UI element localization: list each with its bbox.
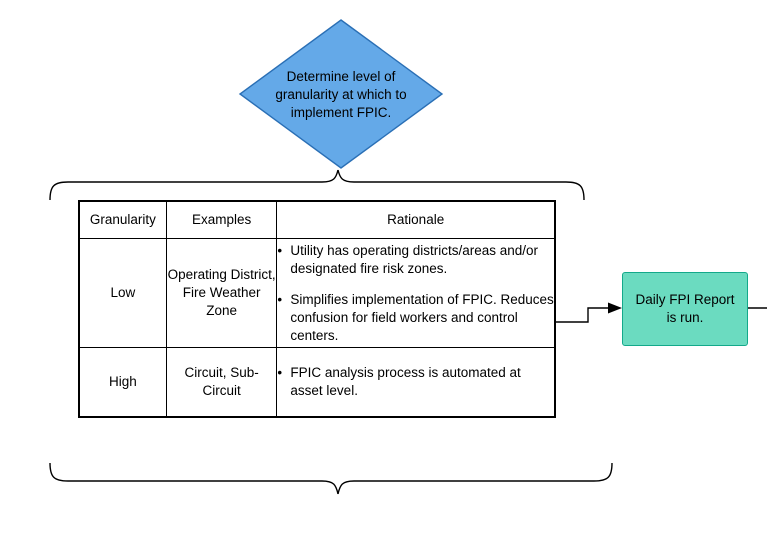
cell-granularity-high: High: [80, 348, 167, 417]
header-granularity: Granularity: [80, 202, 167, 239]
header-rationale: Rationale: [277, 202, 555, 239]
rationale-bullet: • FPIC analysis process is automated at asset level.: [277, 364, 554, 400]
diamond-to-table-brace: [50, 170, 584, 200]
cell-rationale-high: [277, 348, 555, 417]
header-examples: Examples: [166, 202, 277, 239]
granularity-table: [78, 200, 556, 418]
table-row: [80, 348, 555, 417]
table-row: [80, 239, 555, 348]
rationale-bullet: • Simplifies implementation of FPIC. Reduces confusion for field workers and control centers.: [277, 291, 554, 345]
table-header-row: [80, 202, 555, 239]
rationale-bullet: • Utility has operating districts/areas and/or designated fire risk zones.: [277, 242, 554, 278]
cell-rationale-low: [277, 239, 555, 348]
cell-granularity-low: Low: [80, 239, 167, 348]
process-node-daily-fpi-report[interactable]: [622, 272, 748, 346]
decision-label: Determine level of granularity at which to implement FPIC.: [275, 69, 407, 120]
table-to-process-arrow: [554, 303, 622, 323]
cell-examples-high: Circuit, Sub-Circuit: [166, 348, 277, 417]
process-node-label: Daily FPI Report is run.: [635, 292, 735, 325]
decision-node[interactable]: [238, 18, 444, 170]
cell-examples-low: Operating District, Fire Weather Zone: [166, 239, 277, 348]
bottom-brace: [50, 463, 612, 494]
